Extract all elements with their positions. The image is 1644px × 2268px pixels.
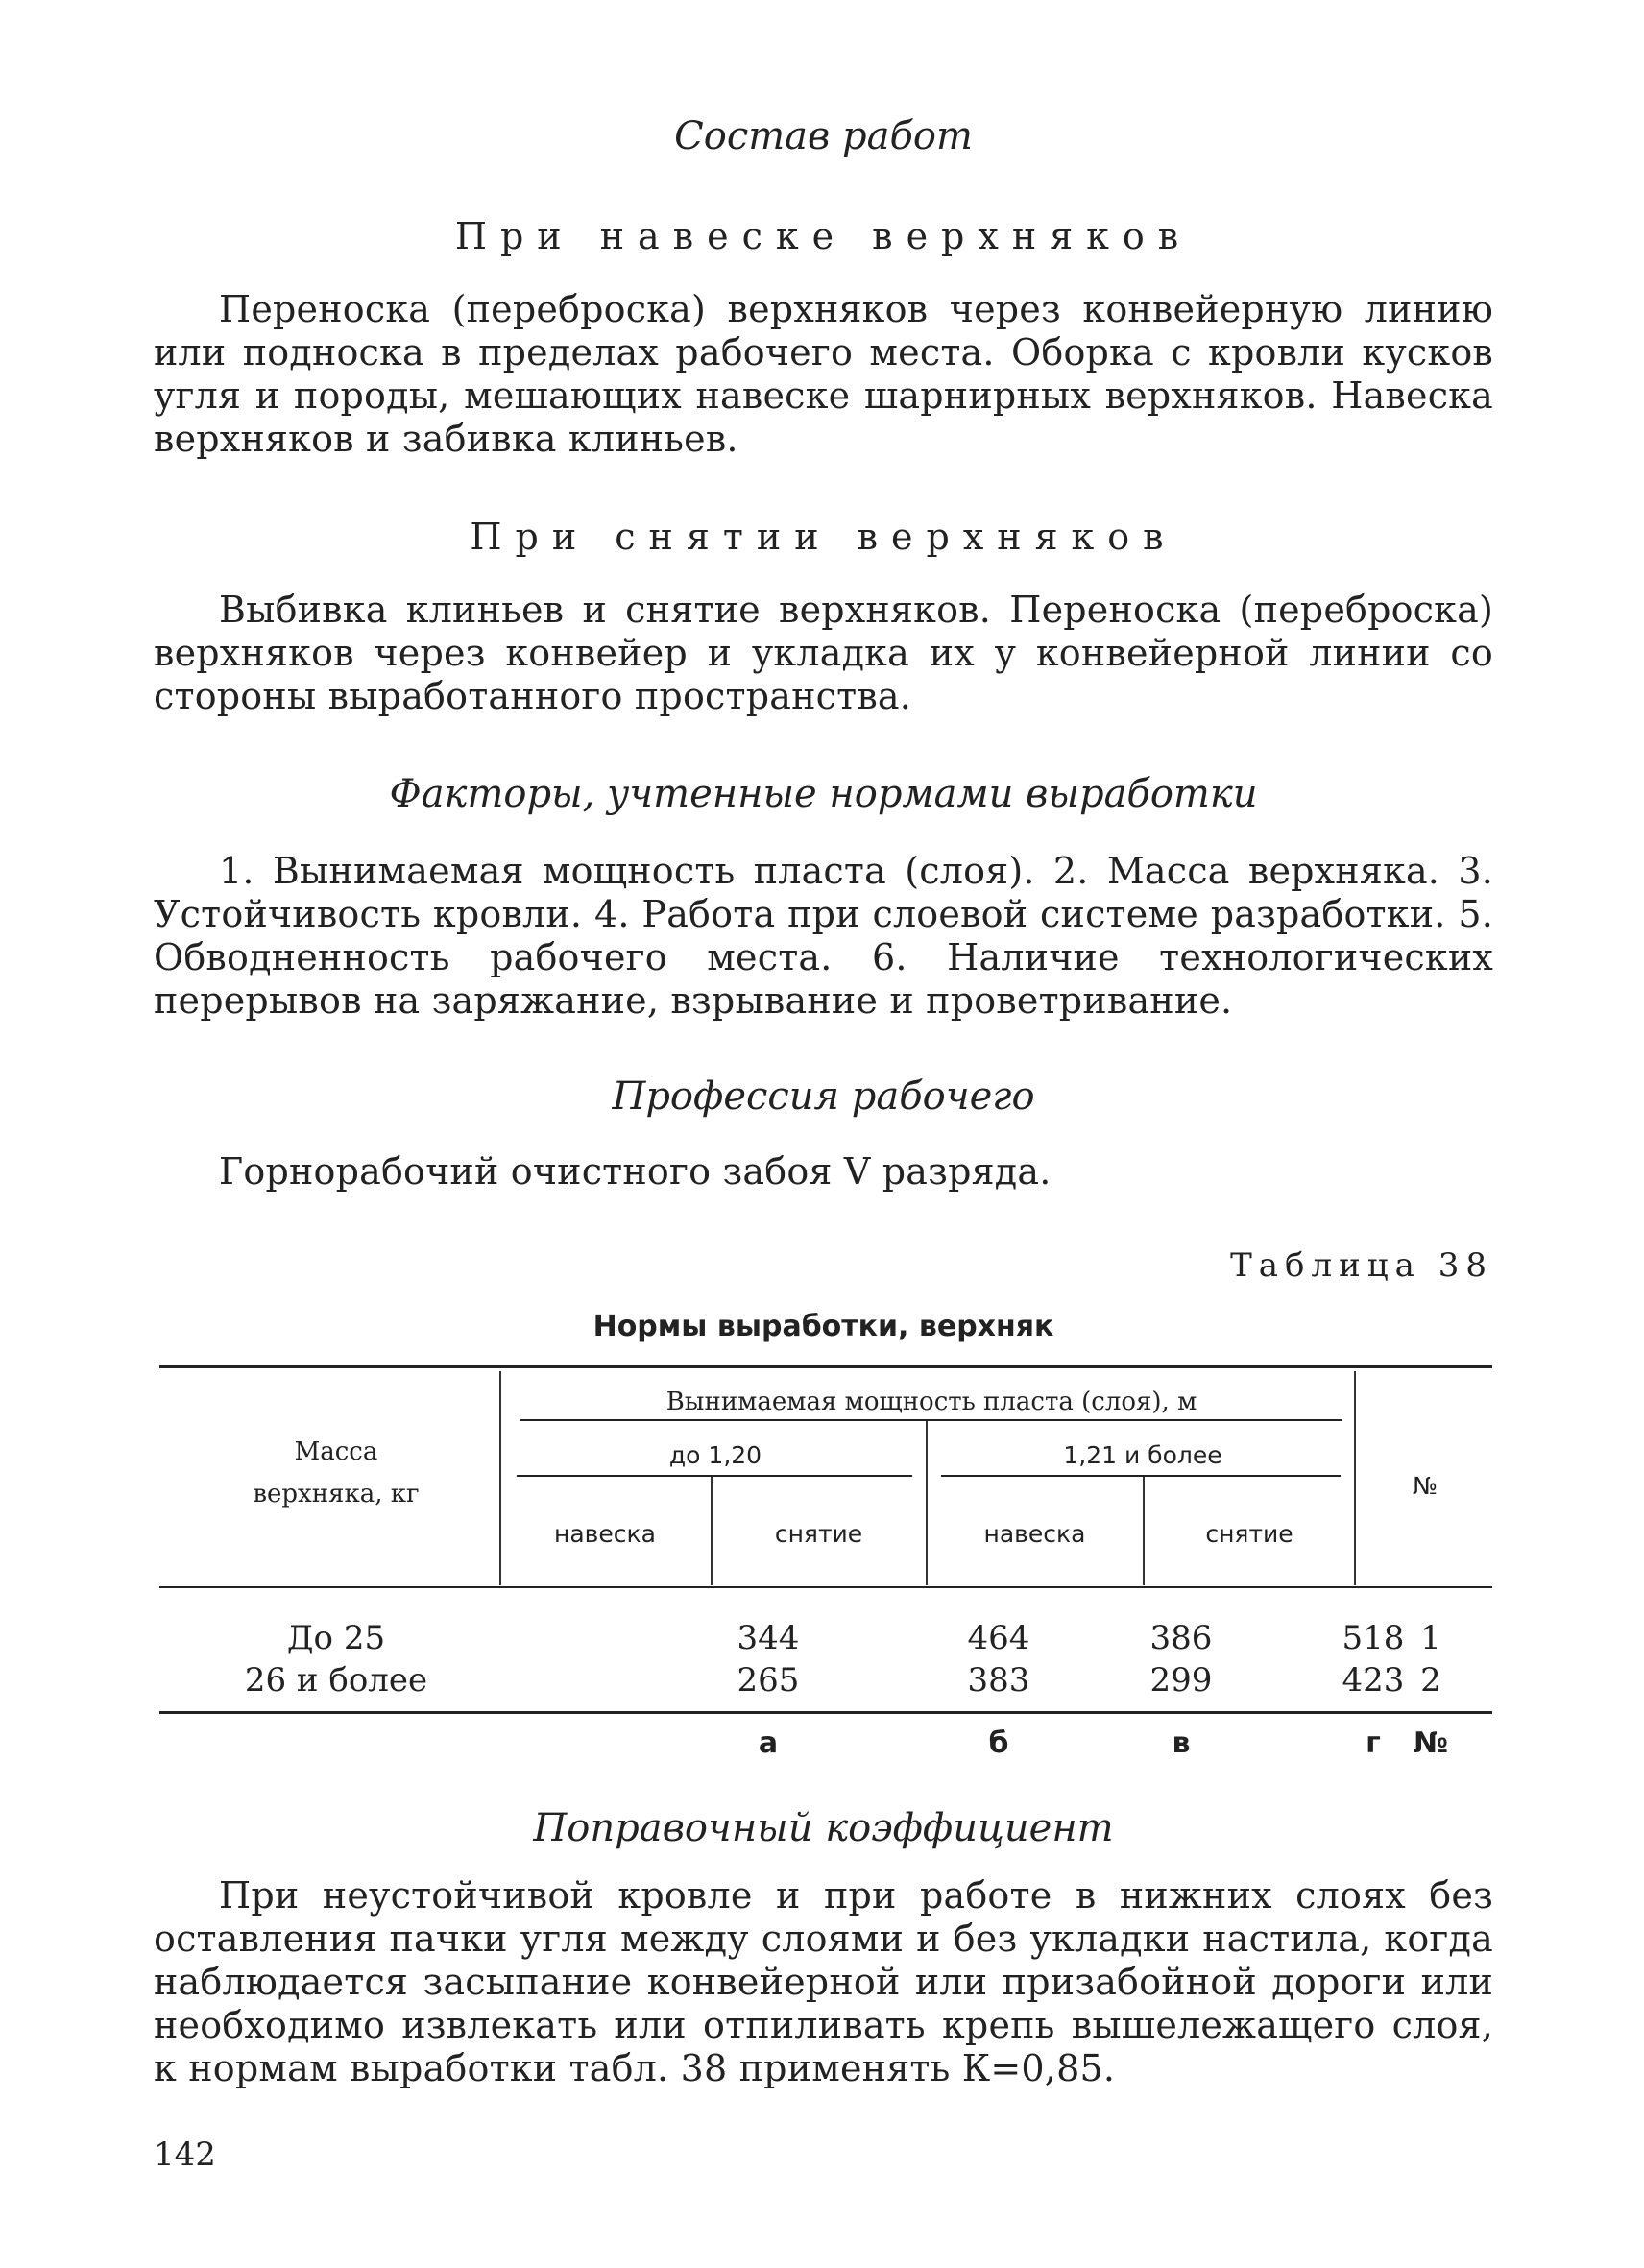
row-number: 1	[1420, 1619, 1441, 1657]
table-range-rule	[941, 1475, 1341, 1477]
table-top-rule	[159, 1365, 1492, 1368]
correction-text: При неустойчивой кровле и при работе в нижних слоях без оставления пачки угля между слоями и без укладки настила, когда наблюдается засыпание конвейерной или призабойной дороги или необходимо извлекать или отпиливать крепь вышележащего слоя, к нормам выработки табл. 38 применять К=0,85.	[154, 1874, 1493, 2089]
removal-title: При снятии верхняков	[470, 516, 1177, 558]
row-value: 423	[1342, 1661, 1405, 1700]
row-value: 344	[737, 1619, 800, 1657]
row-value: 265	[737, 1661, 800, 1700]
correction-title: Поправочный коэффициент	[533, 1806, 1114, 1850]
table-divider	[711, 1477, 713, 1585]
column-letter-b: б	[988, 1726, 1009, 1760]
column-letter-c: в	[1172, 1726, 1191, 1760]
header-hanging-1: навеска	[554, 1520, 656, 1548]
table-divider	[926, 1421, 928, 1585]
column-letter-d: г	[1366, 1726, 1381, 1760]
hanging-paragraph	[154, 288, 1493, 461]
factors-text: 1. Вынимаемая мощность пласта (слоя). 2. Масса верхняка. 3. Устойчивость кровли. 4. Работа при слоевой системе разработки. 5. Обводненность рабочего места. 6. Наличие технологических перерывов на заряжание, взрывание и проветривание.	[154, 850, 1493, 1022]
table-group-rule	[520, 1419, 1342, 1421]
header-thickness-group: Вынимаемая мощность пласта (слоя), м	[665, 1387, 1197, 1416]
header-hanging-2: навеска	[983, 1520, 1086, 1548]
row-value: 518	[1342, 1619, 1405, 1657]
hanging-title: При навеске верхняков	[454, 215, 1193, 257]
page-number: 142	[154, 2135, 216, 2174]
profession-title: Профессия рабочего	[612, 1074, 1035, 1119]
removal-text: Выбивка клиньев и снятие верхняков. Переноска (переброска) верхняков через конвейер и укладка их у конвейерной линии со стороны выработанного пространства.	[154, 589, 1493, 717]
table-title: Нормы выработки, верхняк	[592, 1310, 1054, 1343]
row-number: 2	[1420, 1661, 1441, 1700]
table-bottom-rule	[159, 1711, 1492, 1714]
header-number: №	[1412, 1472, 1438, 1500]
correction-paragraph	[154, 1874, 1493, 2090]
table-number: Таблица 38	[1230, 1246, 1493, 1285]
profession-text: Горнорабочий очистного забоя V разряда.	[219, 1150, 1052, 1193]
row-mass: 26 и более	[244, 1661, 428, 1700]
header-range-upto-1-20: до 1,20	[668, 1441, 762, 1469]
table-divider	[1354, 1371, 1356, 1585]
profession-paragraph	[154, 1150, 1493, 1194]
column-letter-a: а	[758, 1726, 779, 1760]
factors-paragraph	[154, 850, 1493, 1023]
row-value: 386	[1149, 1619, 1213, 1657]
row-value: 299	[1149, 1661, 1213, 1700]
hanging-text: Переноска (переброска) верхняков через конвейерную линию или подноска в пределах рабочего места. Оборка с кровли кусков угля и породы, мешающих навеске шарнирных верхняков. Навеска верхняков и забивка клиньев.	[154, 288, 1493, 460]
header-range-1-21-plus: 1,21 и более	[1063, 1441, 1222, 1469]
document-page	[154, 0, 1493, 2268]
header-mass-line1: Масса	[294, 1437, 378, 1466]
table-divider	[1143, 1477, 1145, 1585]
table-divider	[499, 1371, 501, 1585]
header-mass-line2: верхняка, кг	[253, 1480, 420, 1508]
table-header-rule	[159, 1586, 1492, 1588]
work-composition-title: Состав работ	[674, 114, 973, 158]
row-value: 383	[967, 1661, 1030, 1700]
table-range-rule	[517, 1475, 912, 1477]
header-removal-1: снятие	[774, 1520, 863, 1548]
factors-title: Факторы, учтенные нормами выработки	[389, 772, 1258, 816]
removal-paragraph	[154, 589, 1493, 718]
row-value: 464	[967, 1619, 1030, 1657]
column-letter-number: №	[1413, 1726, 1449, 1760]
row-mass: До 25	[286, 1619, 386, 1657]
header-removal-2: снятие	[1205, 1520, 1293, 1548]
